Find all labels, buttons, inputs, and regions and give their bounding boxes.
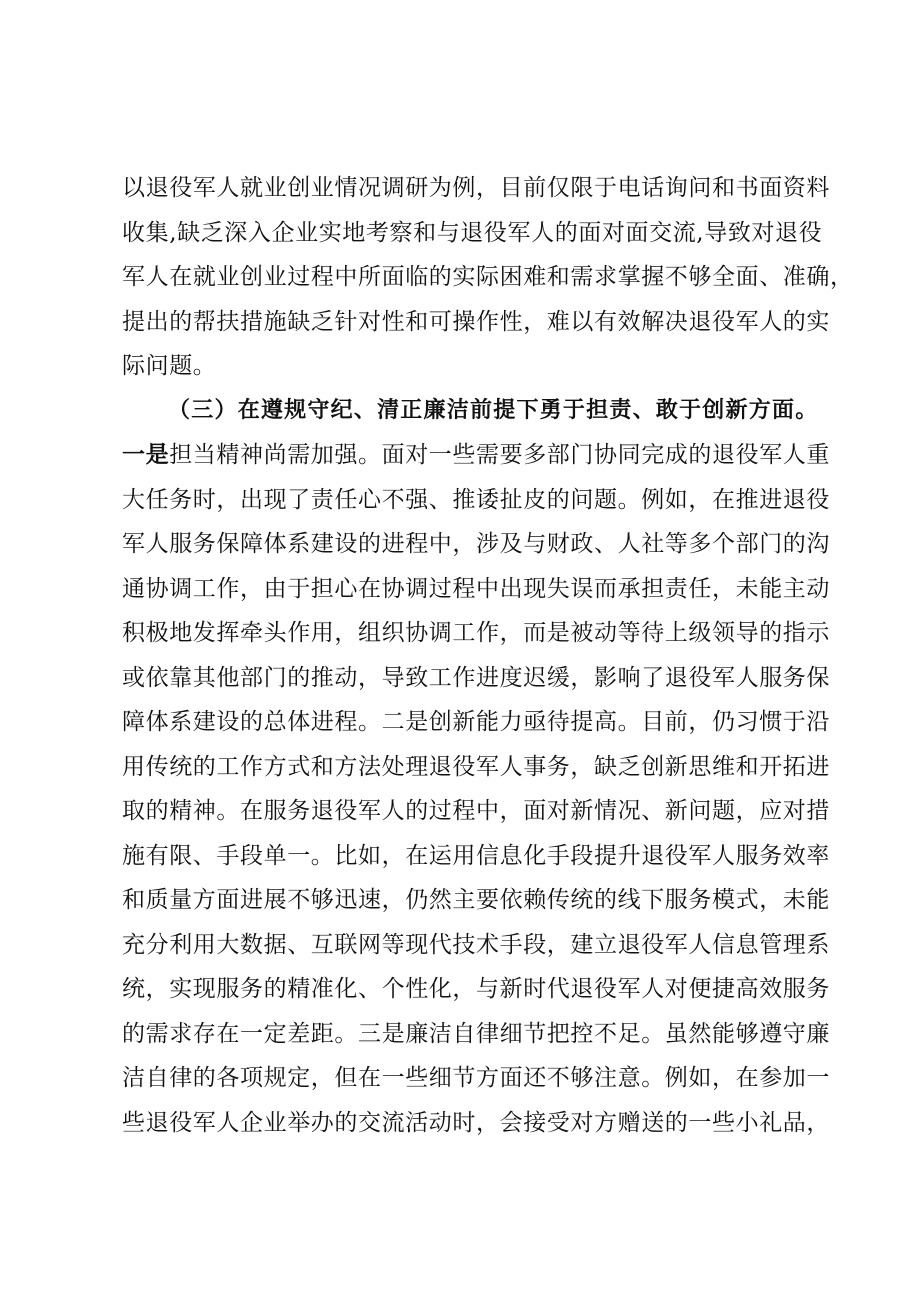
text-line — [122, 433, 831, 478]
text-line: 用传统的工作方式和方法处理退役军人事务，缺乏创新思维和开拓进 — [122, 753, 830, 780]
text-line: 的需求存在一定差距。三是廉洁自律细节把控不足。虽然能够遵守廉 — [122, 1020, 830, 1047]
text-line: 军人服务保障体系建设的进程中，涉及与财政、人社等多个部门的沟 — [122, 531, 830, 557]
text-line: 些退役军人企业举办的交流活动时，会接受对方赠送的一些小礼品， — [122, 1109, 830, 1136]
text-line: 积极地发挥牵头作用，组织协调工作，而是被动等待上级领导的指示 — [122, 620, 830, 646]
text-line: 通协调工作，由于担心在协调过程中出现失误而承担责任，未能主动 — [122, 575, 830, 602]
text-line: 际问题。 — [122, 353, 217, 379]
document-body — [122, 166, 854, 1145]
text-line: 收集,缺乏深入企业实地考察和与退役军人的面对面交流,导致对退役 — [122, 219, 823, 246]
text-line: 障体系建设的总体进程。二是创新能力亟待提高。目前，仍习惯于沿 — [122, 709, 830, 735]
text-line: 充分利用大数据、互联网等现代技术手段，建立退役军人信息管理系 — [122, 931, 830, 958]
text-line: 统，实现服务的精准化、个性化，与新时代退役军人对便捷高效服务 — [122, 976, 830, 1002]
text-line: 大任务时，出现了责任心不强、推诿扯皮的问题。例如，在推进退役 — [122, 486, 830, 513]
text-line: 以退役军人就业创业情况调研为例，目前仅限于电话询问和书面资料 — [122, 175, 830, 201]
text-line: 提出的帮扶措施缺乏针对性和可操作性，难以有效解决退役军人的实 — [122, 308, 830, 335]
bold-lead: 一是 — [122, 442, 170, 468]
text-span: 担当精神尚需加强。面对一些需要多部门协同完成的退役军人重 — [169, 442, 831, 468]
text-line: 或依靠其他部门的推动，导致工作进度迟缓，影响了退役军人服务保 — [122, 664, 830, 691]
text-line: 取的精神。在服务退役军人的过程中，面对新情况、新问题，应对措 — [122, 798, 830, 824]
section-heading: （三）在遵规守纪、清正廉洁前提下勇于担责、敢于创新方面。 — [168, 397, 818, 423]
text-line: 洁自律的各项规定，但在一些细节方面还不够注意。例如，在参加一 — [122, 1065, 830, 1091]
text-line: 和质量方面进展不够迅速，仍然主要依赖传统的线下服务模式，未能 — [122, 887, 830, 913]
text-line: 军人在就业创业过程中所面临的实际困难和需求掌握不够全面、准确， — [122, 264, 854, 290]
text-line: 施有限、手段单一。比如，在运用信息化手段提升退役军人服务效率 — [122, 842, 830, 869]
